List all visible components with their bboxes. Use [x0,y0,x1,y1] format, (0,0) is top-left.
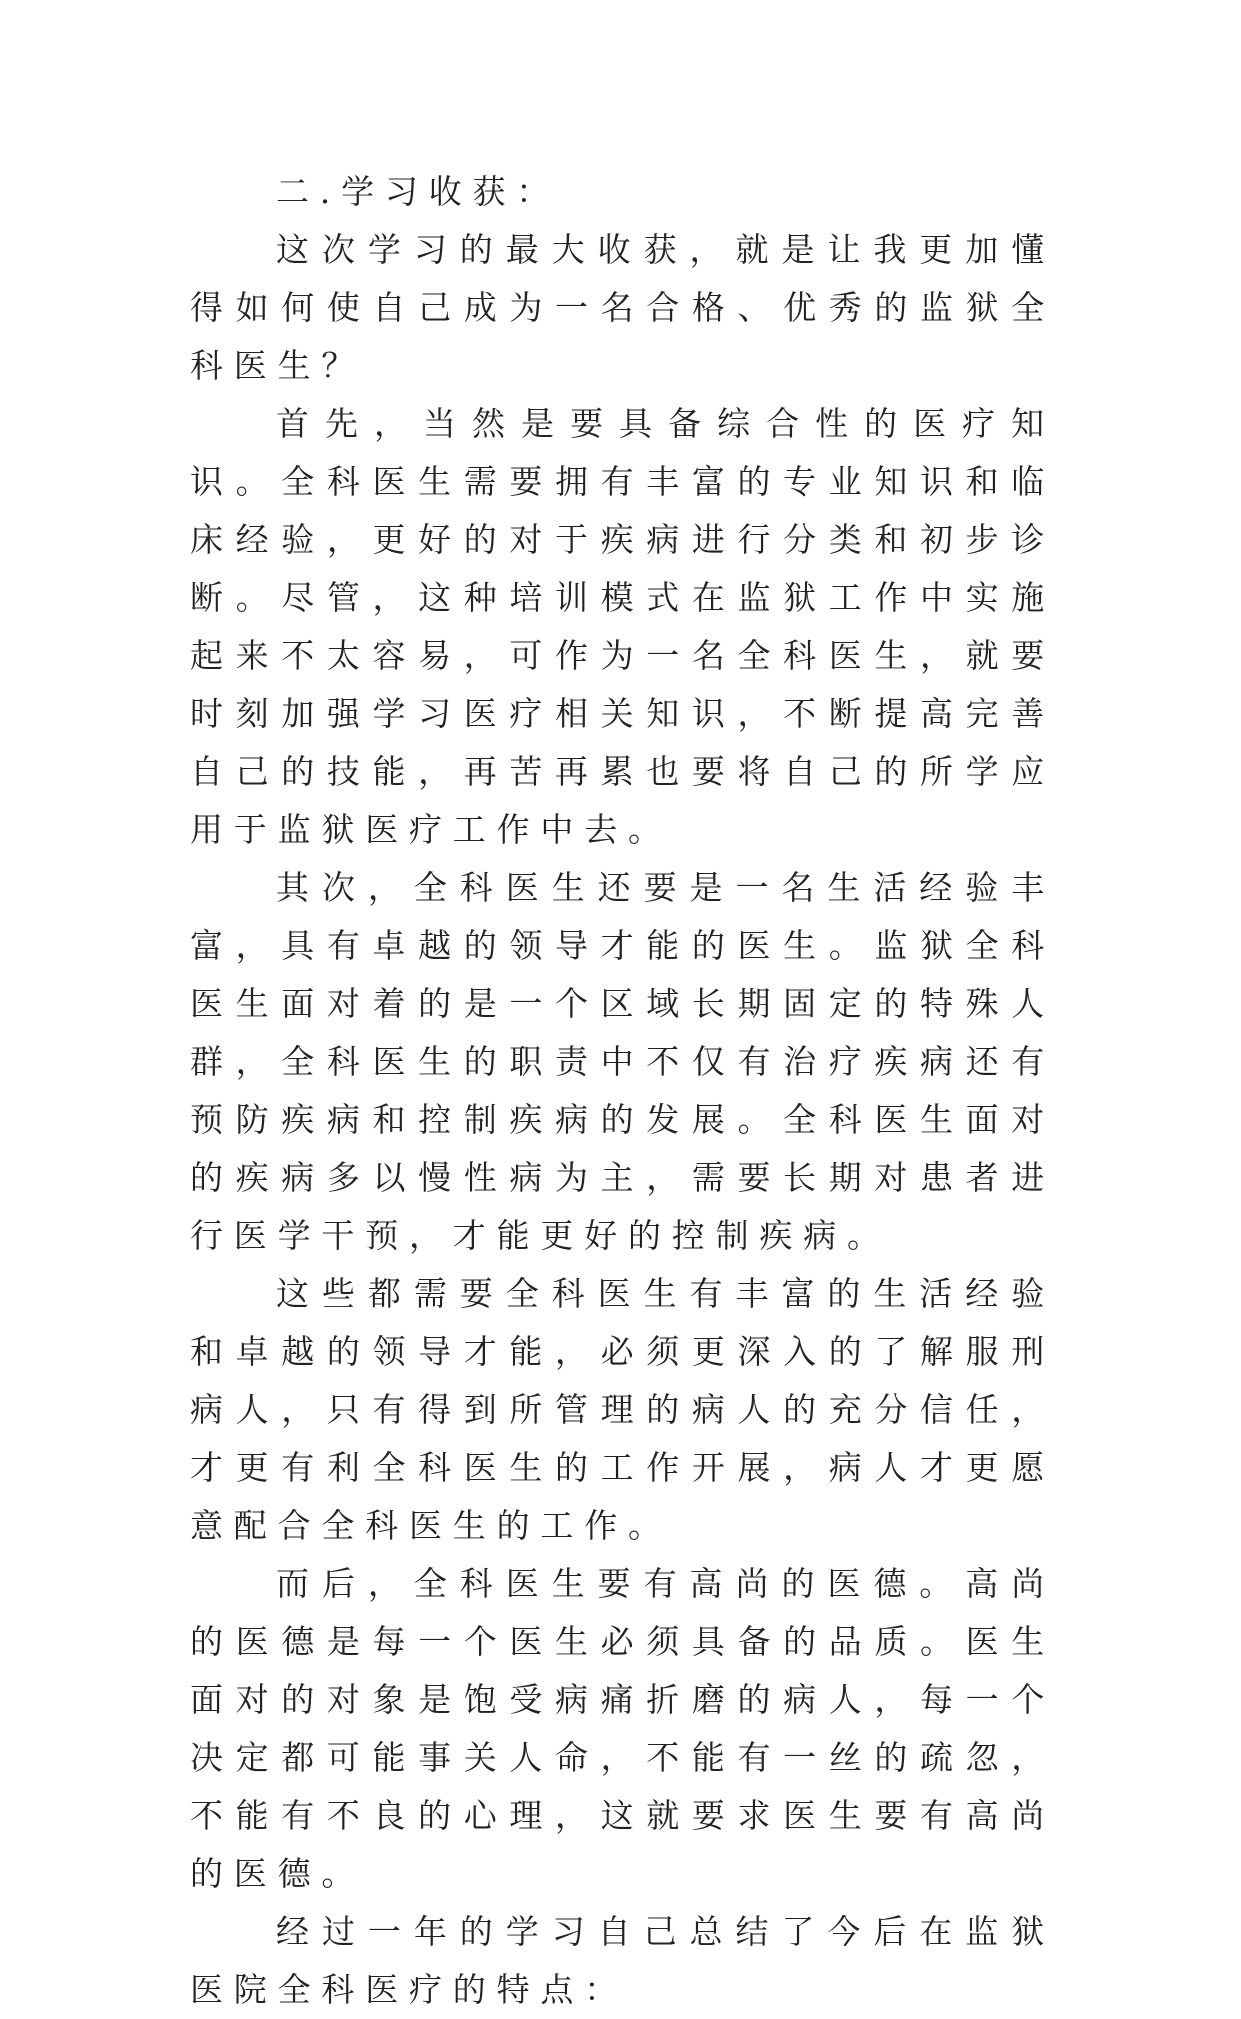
paragraph-experience: 这些都需要全科医生有丰富的生活经验和卓越的领导才能，必须更深入的了解服刑病人，只有得到所管理的病人的充分信任，才更有利全科医生的工作开展，病人才更愿意配合全科医生的工作。 [190,1274,1055,1545]
paragraph-intro: 这次学习的最大收获，就是让我更加懂得如何使自己成为一名合格、优秀的监狱全科医生？ [190,230,1055,385]
paragraph-ethics: 而后，全科医生要有高尚的医德。高尚的医德是每一个医生必须具备的品质。医生面对的对象是饱受病痛折磨的病人，每一个决定都可能事关人命，不能有一丝的疏忽，不能有不良的心理，这就要求医生要有高尚的医德。 [190,1564,1055,1893]
paragraph-second: 其次，全科医生还要是一名生活经验丰富，具有卓越的领导才能的医生。监狱全科医生面对着的是一个区域长期固定的特殊人群，全科医生的职责中不仅有治疗疾病还有预防疾病和控制疾病的发展。全科医生面对的疾病多以慢性病为主，需要长期对患者进行医学干预，才能更好的控制疾病。 [190,868,1055,1255]
paragraph-first: 首先，当然是要具备综合性的医疗知识。全科医生需要拥有丰富的专业知识和临床经验，更好的对于疾病进行分类和初步诊断。尽管，这种培训模式在监狱工作中实施起来不太容易，可作为一名全科医生，就要时刻加强学习医疗相关知识，不断提高完善自己的技能，再苦再累也要将自己的所学应用于监狱医疗工作中去。 [190,404,1055,849]
document-body [190,163,1055,2019]
section-heading: 二.学习收获： [276,172,561,211]
paragraph-summary: 经过一年的学习自己总结了今后在监狱医院全科医疗的特点： [190,1912,1055,2009]
